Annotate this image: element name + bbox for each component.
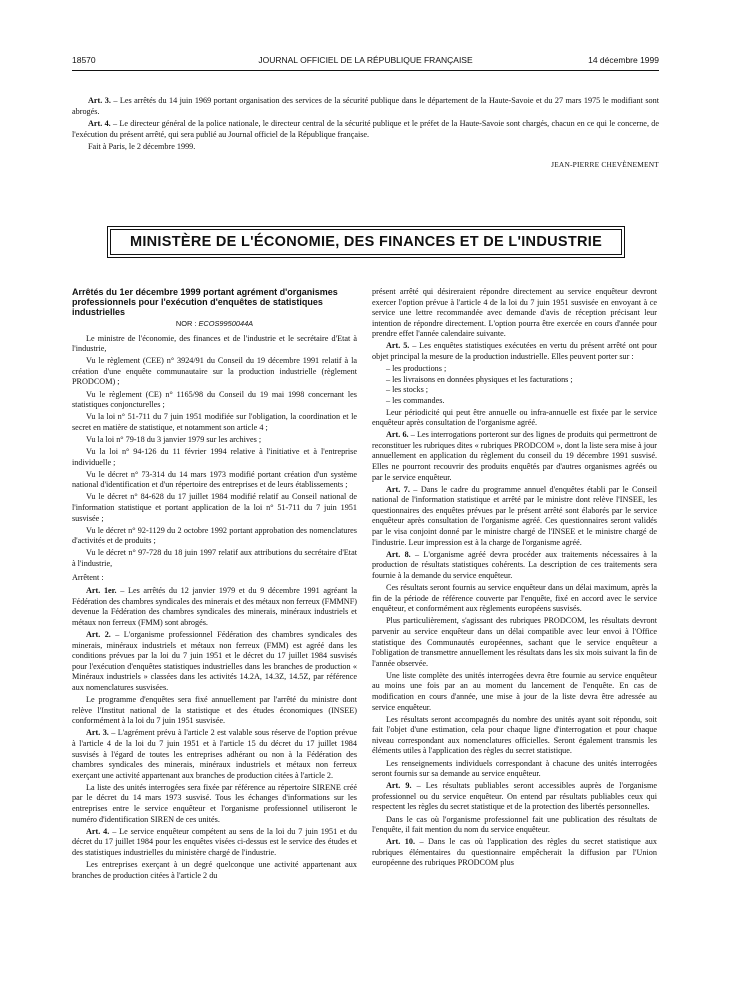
paragraph-text: – Le directeur général de la police nationale, le directeur central de la sécurité publique et le préfet de la Haute-Savoie sont chargés, chacun en ce qui le concerne, de l'exécution du présent arrêté, qui sera publié au Journal officiel de la République française. xyxy=(72,119,659,139)
paragraph-text: Dans le cas où l'organisme professionnel fait une publication des résultats de l'enquête, il fait mention du nom du service enquêteur. xyxy=(372,814,657,835)
paragraph-text: – Les interrogations porteront sur des lignes de produits qui permettront de reconstituer les rubriques dites « rubriques PRODCOM », dont la liste sera mise à jour annuellement en application du règlement du conseil du 19 décembre 1991 susvisé. Elles ne pourront recouvrir des produits enquêtés par d'autres organismes agréés ou par le service enquêteur. xyxy=(372,430,657,482)
paragraph-text: Les renseignements individuels correspondant à chacune des unités interrogées seront fournis sur sa demande au service enquêteur. xyxy=(372,758,657,779)
paragraph-text: Fait à Paris, le 2 décembre 1999. xyxy=(88,142,196,152)
article-label: Art. 8. xyxy=(386,549,411,559)
paragraph xyxy=(72,435,357,446)
paragraph-text: – Les arrêtés du 12 janvier 1979 et du 9 décembre 1991 agréant la Fédération des chambres syndicales des minerais et des métaux non ferreux (FMMNF) devenue la Fédération des chambres syndicales des minerais, minéraux industriels et métaux non ferreux (FMM) sont abrogés. xyxy=(72,586,357,627)
article-label: Art. 3. xyxy=(86,728,109,738)
paragraph-text: – L'organisme professionnel Fédération des chambres syndicales des minerais, minéraux industriels et métaux non ferreux (FMM) est agréé dans les conditions prévues par la loi du 7 juin 1951 et le décret du 17 juillet 1984 susvisés pour l'exécution d'enquêtes statistiques industrielles dans les branches de production « Minéraux industriels » classées dans les activités 14.2A, 14.3Z, 14.5Z, par référence aux nomenclatures susvisées. xyxy=(72,630,357,692)
paragraph xyxy=(372,781,657,813)
paragraph xyxy=(72,860,357,881)
paragraph xyxy=(372,287,657,340)
paragraph xyxy=(72,783,357,825)
right-column xyxy=(372,287,657,870)
paragraph xyxy=(372,550,657,582)
paragraph-text: Vu le décret n° 84-628 du 17 juillet 1984 modifié relatif au Conseil national de l'information statistique et portant application de la loi n° 51-711 du 7 juin 1951 susvisée ; xyxy=(72,492,357,523)
paragraph-text: Vu la loi n° 79-18 du 3 janvier 1979 sur les archives ; xyxy=(86,434,262,444)
paragraph xyxy=(72,470,357,491)
paragraph-text: Plus particulièrement, s'agissant des rubriques PRODCOM, les résultats devront parvenir au service enquêteur dans un délai compatible avec leur envoi à l'Office statistique des Communautés européennes, sachant que le service enquêteur a l'obligation de transmettre annuellement les résultats dans les six mois suivant la fin de l'année observée. xyxy=(372,616,657,668)
paragraph-text: Une liste complète des unités interrogées devra être fournie au service enquêteur au moins une fois par an au moment du lancement de l'enquête. En cas de modification en cours d'année, une mise à jour de la liste devra être adressée au service enquêteur. xyxy=(372,670,657,712)
article-label: Art. 2. xyxy=(86,630,111,640)
paragraph xyxy=(72,695,357,727)
decree-title: Arrêtés du 1er décembre 1999 portant agrément d'organismes professionnels pour l'exécution d'enquêtes de statistiques industrielles xyxy=(72,287,338,317)
paragraph xyxy=(372,583,657,615)
article-label: Art. 5. xyxy=(386,341,410,351)
ministry-heading: MINISTÈRE DE L'ÉCONOMIE, DES FINANCES ET DE L'INDUSTRIE xyxy=(110,229,622,255)
paragraph-text: Les résultats seront accompagnés du nombre des unités ayant soit répondu, soit fait l'objet d'une estimation, cela pour chaque ligne d'interrogation et pour chaque niveau correspondant aux nomenclatures officielles. Seront également transmis les éléments utiles à l'application des règles du secret statistique. xyxy=(372,714,657,756)
paragraph-text: Le ministre de l'économie, des finances et de l'industrie et le secrétaire d'Etat à l'industrie, xyxy=(72,333,357,354)
nor-label: NOR : xyxy=(175,319,199,328)
paragraph xyxy=(372,671,657,713)
paragraph xyxy=(72,356,357,388)
list-item: – les productions ; xyxy=(386,364,447,374)
paragraph xyxy=(72,573,357,584)
paragraph-text: Le programme d'enquêtes sera fixé annuellement par l'arrêté du ministre dont relève l'Institut national de la statistique et des études économiques (INSEE) conformément à la loi du 7 juin 1951 susvisée. xyxy=(72,695,357,726)
paragraph xyxy=(72,548,357,569)
article-label: Art. 3. xyxy=(88,96,111,105)
paragraph-text: Vu le règlement (CEE) n° 3924/91 du Conseil du 19 décembre 1991 relatif à la création d'une enquête communautaire sur la production industrielle (règlement PRODCOM) ; xyxy=(72,356,357,387)
paragraph-text: présent arrêté qui désireraient répondre directement au service enquêteur devront exercer l'option prévue à l'article 4 de la loi du 7 juin 1951 susvisée en envoyant à ce service une lettre recommandée avec demande d'avis de réception précisant leur intention de répondre directement. L'option pourra être exercée en cours d'année pour prendre effet l'année calendaire suivante. xyxy=(372,287,657,339)
paragraph-text: La liste des unités interrogées sera fixée par référence au répertoire SIRENE créé par le décret du 14 mars 1973 susvisé. Tous les échanges d'informations sur les entreprises entre le service enquêteur et l'organisme professionnel utiliseront le numéro d'identification SIREN de ces unités. xyxy=(72,782,357,824)
paragraph xyxy=(372,616,657,669)
article-5-list xyxy=(372,364,657,406)
article-label: Art. 4. xyxy=(86,826,110,836)
paragraph-text: Ces résultats seront fournis au service enquêteur dans un délai maximum, après la fin de la période de référence couverte par l'enquête, fixé en accord avec le service enquêteur, et conformément aux règlements européens susvisés. xyxy=(372,583,657,614)
signature: JEAN-PIERRE CHEVÈNEMENT xyxy=(551,159,659,169)
paragraph xyxy=(72,334,357,355)
paragraph xyxy=(72,96,659,117)
paragraph xyxy=(72,447,357,468)
paragraph xyxy=(72,630,357,694)
paragraph-text: Vu le règlement (CE) n° 1165/98 du Conseil du 19 mai 1998 concernant les statistiques conjoncturelles ; xyxy=(72,389,357,410)
paragraph xyxy=(372,341,657,362)
list-item: – les stocks ; xyxy=(386,385,429,395)
paragraph xyxy=(72,142,659,153)
list-item: – les livraisons en données physiques et les facturations ; xyxy=(386,374,573,384)
article-label: Art. 9. xyxy=(386,781,412,791)
paragraph-text: Les entreprises exerçant à un degré quelconque une activité appartenant aux branches de production citées à l'article 2 du xyxy=(72,860,357,880)
right-paragraphs-a xyxy=(372,287,657,363)
paragraph xyxy=(372,485,657,549)
paragraph xyxy=(372,837,657,869)
left-paragraphs xyxy=(72,334,357,882)
paragraph-text: Vu le décret n° 73-314 du 14 mars 1973 modifié portant création d'un système national d'identification et d'un répertoire des entreprises et de leurs établissements ; xyxy=(72,469,357,490)
article-label: Art. 1er. xyxy=(86,586,117,596)
article-label: Art. 6. xyxy=(386,430,409,440)
paragraph-text: – L'agrément prévu à l'article 2 est valable sous réserve de l'option prévue à l'article 4 de la loi du 7 juin 1951 et à l'article 15 du décret du 17 juillet 1984 susvisés à l'égard de toutes les entreprises adhérant ou non à la Fédération des chambres syndicales des minerais, minéraux industriels et métaux non ferreux exerçant une activité appartenant aux branches de production citées à l'article 2. xyxy=(72,728,357,780)
article-label: Art. 7. xyxy=(386,484,410,494)
right-paragraphs-b xyxy=(372,408,657,869)
paragraph xyxy=(72,390,357,411)
nor-code: ECOS9950044A xyxy=(198,319,254,328)
paragraph xyxy=(372,715,657,757)
top-section xyxy=(72,96,659,171)
header-rule xyxy=(72,70,659,71)
left-column xyxy=(72,287,357,883)
paragraph-text: Leur périodicité qui peut être annuelle ou infra-annuelle est fixée par le service enquêteur après consultation de l'organisme agréé. xyxy=(372,407,657,428)
paragraph xyxy=(72,728,357,781)
paragraph-text: – Les enquêtes statistiques exécutées en vertu du présent arrêté ont pour objet principal la mesure de la production industrielle. Elles peuvent porter sur : xyxy=(372,341,658,362)
journal-title: JOURNAL OFFICIEL DE LA RÉPUBLIQUE FRANÇAISE xyxy=(258,55,473,65)
paragraph xyxy=(372,815,657,836)
paragraph-text: Arrêtent : xyxy=(72,572,104,582)
paragraph xyxy=(72,827,357,859)
paragraph xyxy=(72,119,659,140)
paragraph-text: – L'organisme agréé devra procéder aux traitements nécessaires à la production de résultats statistiques cohérents. La description de ces traitements sera fournie à la demande du service enquêteur. xyxy=(372,549,657,580)
paragraph-text: Vu la loi n° 94-126 du 11 février 1994 relative à l'initiative et à l'entreprise individuelle ; xyxy=(72,447,357,467)
paragraph-text: – Les arrêtés du 14 juin 1969 portant organisation des services de la sécurité publique dans le département de la Haute-Savoie et du 27 mars 1975 le modifiant sont abrogés. xyxy=(72,96,659,116)
paragraph-text: – Dans le cadre du programme annuel d'enquêtes établi par le Conseil national de l'information statistique et arrêté par le ministre dont relève l'INSEE, les questionnaires des enquêtes prévues par le présent arrêté sont élaborés par le service enquêteur après consultation de l'organisme agréé. Ces questionnaires seront validés par le visa conjoint donné par le ministre chargé de l'INSEE et le ministre chargé de l'industrie. Leur impression est à la charge de l'organisme agréé. xyxy=(372,484,657,547)
paragraph-text: Vu le décret n° 92-1129 du 2 octobre 1992 portant approbation des nomenclatures d'activités et de produits ; xyxy=(72,525,357,546)
article-label: Art. 10. xyxy=(386,837,416,847)
paragraph-text: – Le service enquêteur compétent au sens de la loi du 7 juin 1951 et du décret du 17 juillet 1984 pour les enquêtes visées ci-dessus est le service des études et des statistiques industrielles du ministère chargé de l'industrie. xyxy=(72,826,357,857)
paragraph xyxy=(72,586,357,628)
paragraph-text: – Dans le cas où l'application des règles du secret statistique aux rubriques élémentaires du questionnaire empêcherait la diffusion par l'Union européenne des rubriques PRODCOM plus xyxy=(372,837,657,868)
paragraph-text: – Les résultats publiables seront accessibles auprès de l'organisme professionnel ou du service enquêteur. On entend par résultats publiables ceux qui respectent les règles du secret statistique et de la protection des libertés personnelles. xyxy=(372,781,657,812)
top-paragraphs xyxy=(72,96,659,153)
issue-date: 14 décembre 1999 xyxy=(588,55,659,65)
page-number: 18570 xyxy=(72,55,96,65)
paragraph-text: Vu le décret n° 97-728 du 18 juin 1997 relatif aux attributions du secrétaire d'Etat à l'industrie, xyxy=(72,548,357,568)
paragraph xyxy=(72,492,357,524)
paragraph-text: Vu la loi n° 51-711 du 7 juin 1951 modifiée sur l'obligation, la coordination et le secret en matière de statistique, et notamment son article 4 ; xyxy=(72,412,357,432)
paragraph xyxy=(72,526,357,547)
article-label: Art. 4. xyxy=(88,119,111,129)
paragraph xyxy=(72,412,357,433)
list-item: – les commandes. xyxy=(386,395,445,405)
running-header xyxy=(72,55,659,67)
paragraph xyxy=(372,430,657,483)
nor-reference xyxy=(72,319,357,330)
paragraph xyxy=(372,759,657,780)
paragraph xyxy=(372,408,657,429)
